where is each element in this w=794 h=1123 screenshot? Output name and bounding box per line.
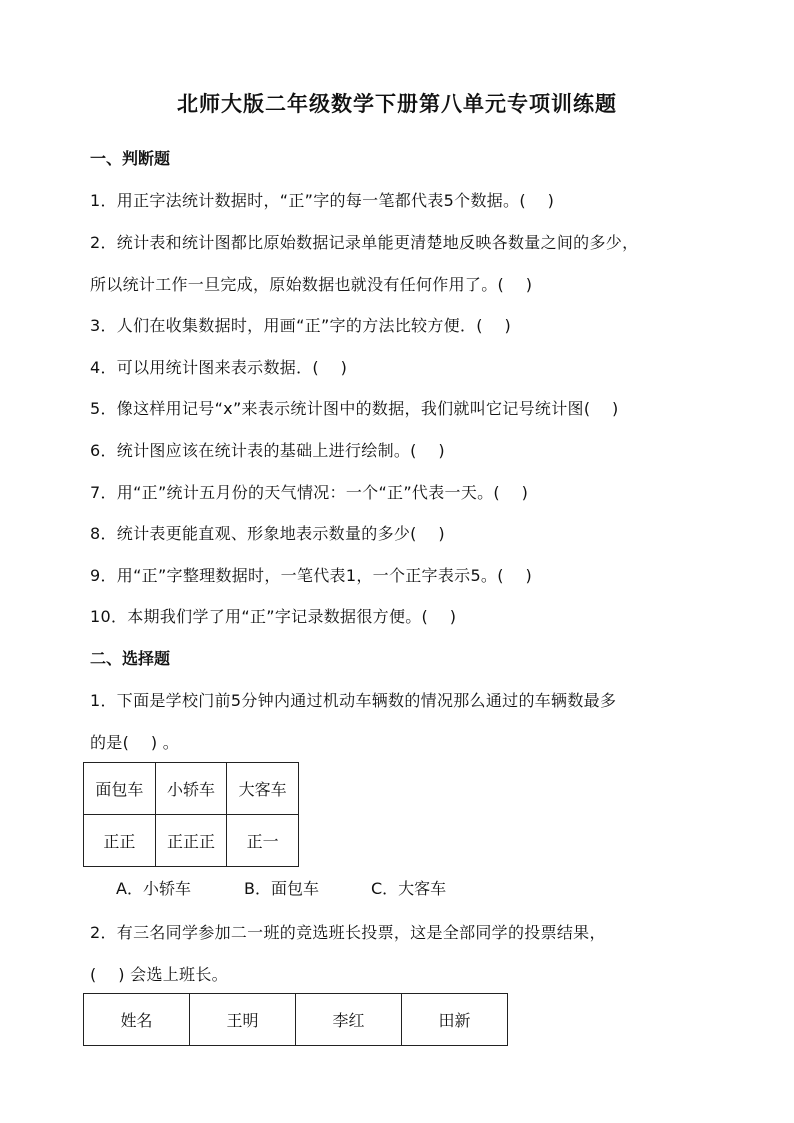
judgment-q4: 4．可以用统计图来表示数据．( ) (90, 358, 348, 377)
judgment-q7: 7．用“正”统计五月份的天气情况：一个“正”代表一天。( ) (90, 483, 529, 502)
judgment-q6: 6．统计图应该在统计表的基础上进行绘制。( ) (90, 441, 445, 460)
judgment-q5: 5．像这样用记号“x”来表示统计图中的数据，我们就叫它记号统计图( ) (90, 399, 619, 418)
choice-q1-line2: 的是( ) 。 (90, 733, 180, 752)
section-heading-judgment: 一、判断题 (90, 149, 171, 168)
choice-q2-line1: 2．有三名同学参加二一班的竞选班长投票，这是全部同学的投票结果， (90, 923, 606, 942)
judgment-q3: 3．人们在收集数据时，用画“正”字的方法比较方便．( ) (90, 316, 512, 335)
judgment-q9: 9．用“正”字整理数据时，一笔代表1，一个正字表示5。( ) (90, 566, 532, 585)
page-title: 北师大版二年级数学下册第八单元专项训练题 (177, 91, 617, 116)
vote-table (83, 993, 508, 1046)
judgment-q8: 8．统计表更能直观、形象地表示数量的多少( ) (90, 524, 445, 543)
table-header-cell: 王明 (190, 994, 296, 1046)
table-header-cell: 小轿车 (155, 763, 227, 815)
choice-q1-option-a: A．小轿车 (116, 879, 191, 898)
judgment-q10: 10．本期我们学了用“正”字记录数据很方便。( ) (90, 607, 457, 626)
judgment-q2-line1: 2．统计表和统计图都比原始数据记录单能更清楚地反映各数量之间的多少， (90, 233, 639, 252)
judgment-q2-line2: 所以统计工作一旦完成，原始数据也就没有任何作用了。( ) (90, 275, 533, 294)
table-cell: 正一 (227, 815, 299, 867)
table-header-cell: 姓名 (84, 994, 190, 1046)
section-heading-choice: 二、选择题 (90, 649, 171, 668)
table-cell: 正正 (84, 815, 156, 867)
choice-q1-option-b: B．面包车 (244, 879, 319, 898)
choice-q1-option-c: C．大客车 (371, 879, 447, 898)
choice-q2-line2: ( ) 会选上班长。 (90, 965, 228, 984)
table-header-cell: 李红 (296, 994, 402, 1046)
table-header-cell: 田新 (402, 994, 508, 1046)
table-cell: 正正正 (155, 815, 227, 867)
choice-q1-line1: 1．下面是学校门前5分钟内通过机动车辆数的情况那么通过的车辆数最多 (90, 691, 617, 710)
table-header-cell: 面包车 (84, 763, 156, 815)
table-header-cell: 大客车 (227, 763, 299, 815)
judgment-q1: 1．用正字法统计数据时，“正”字的每一笔都代表5个数据。( ) (90, 191, 555, 210)
vehicle-tally-table (83, 762, 299, 867)
